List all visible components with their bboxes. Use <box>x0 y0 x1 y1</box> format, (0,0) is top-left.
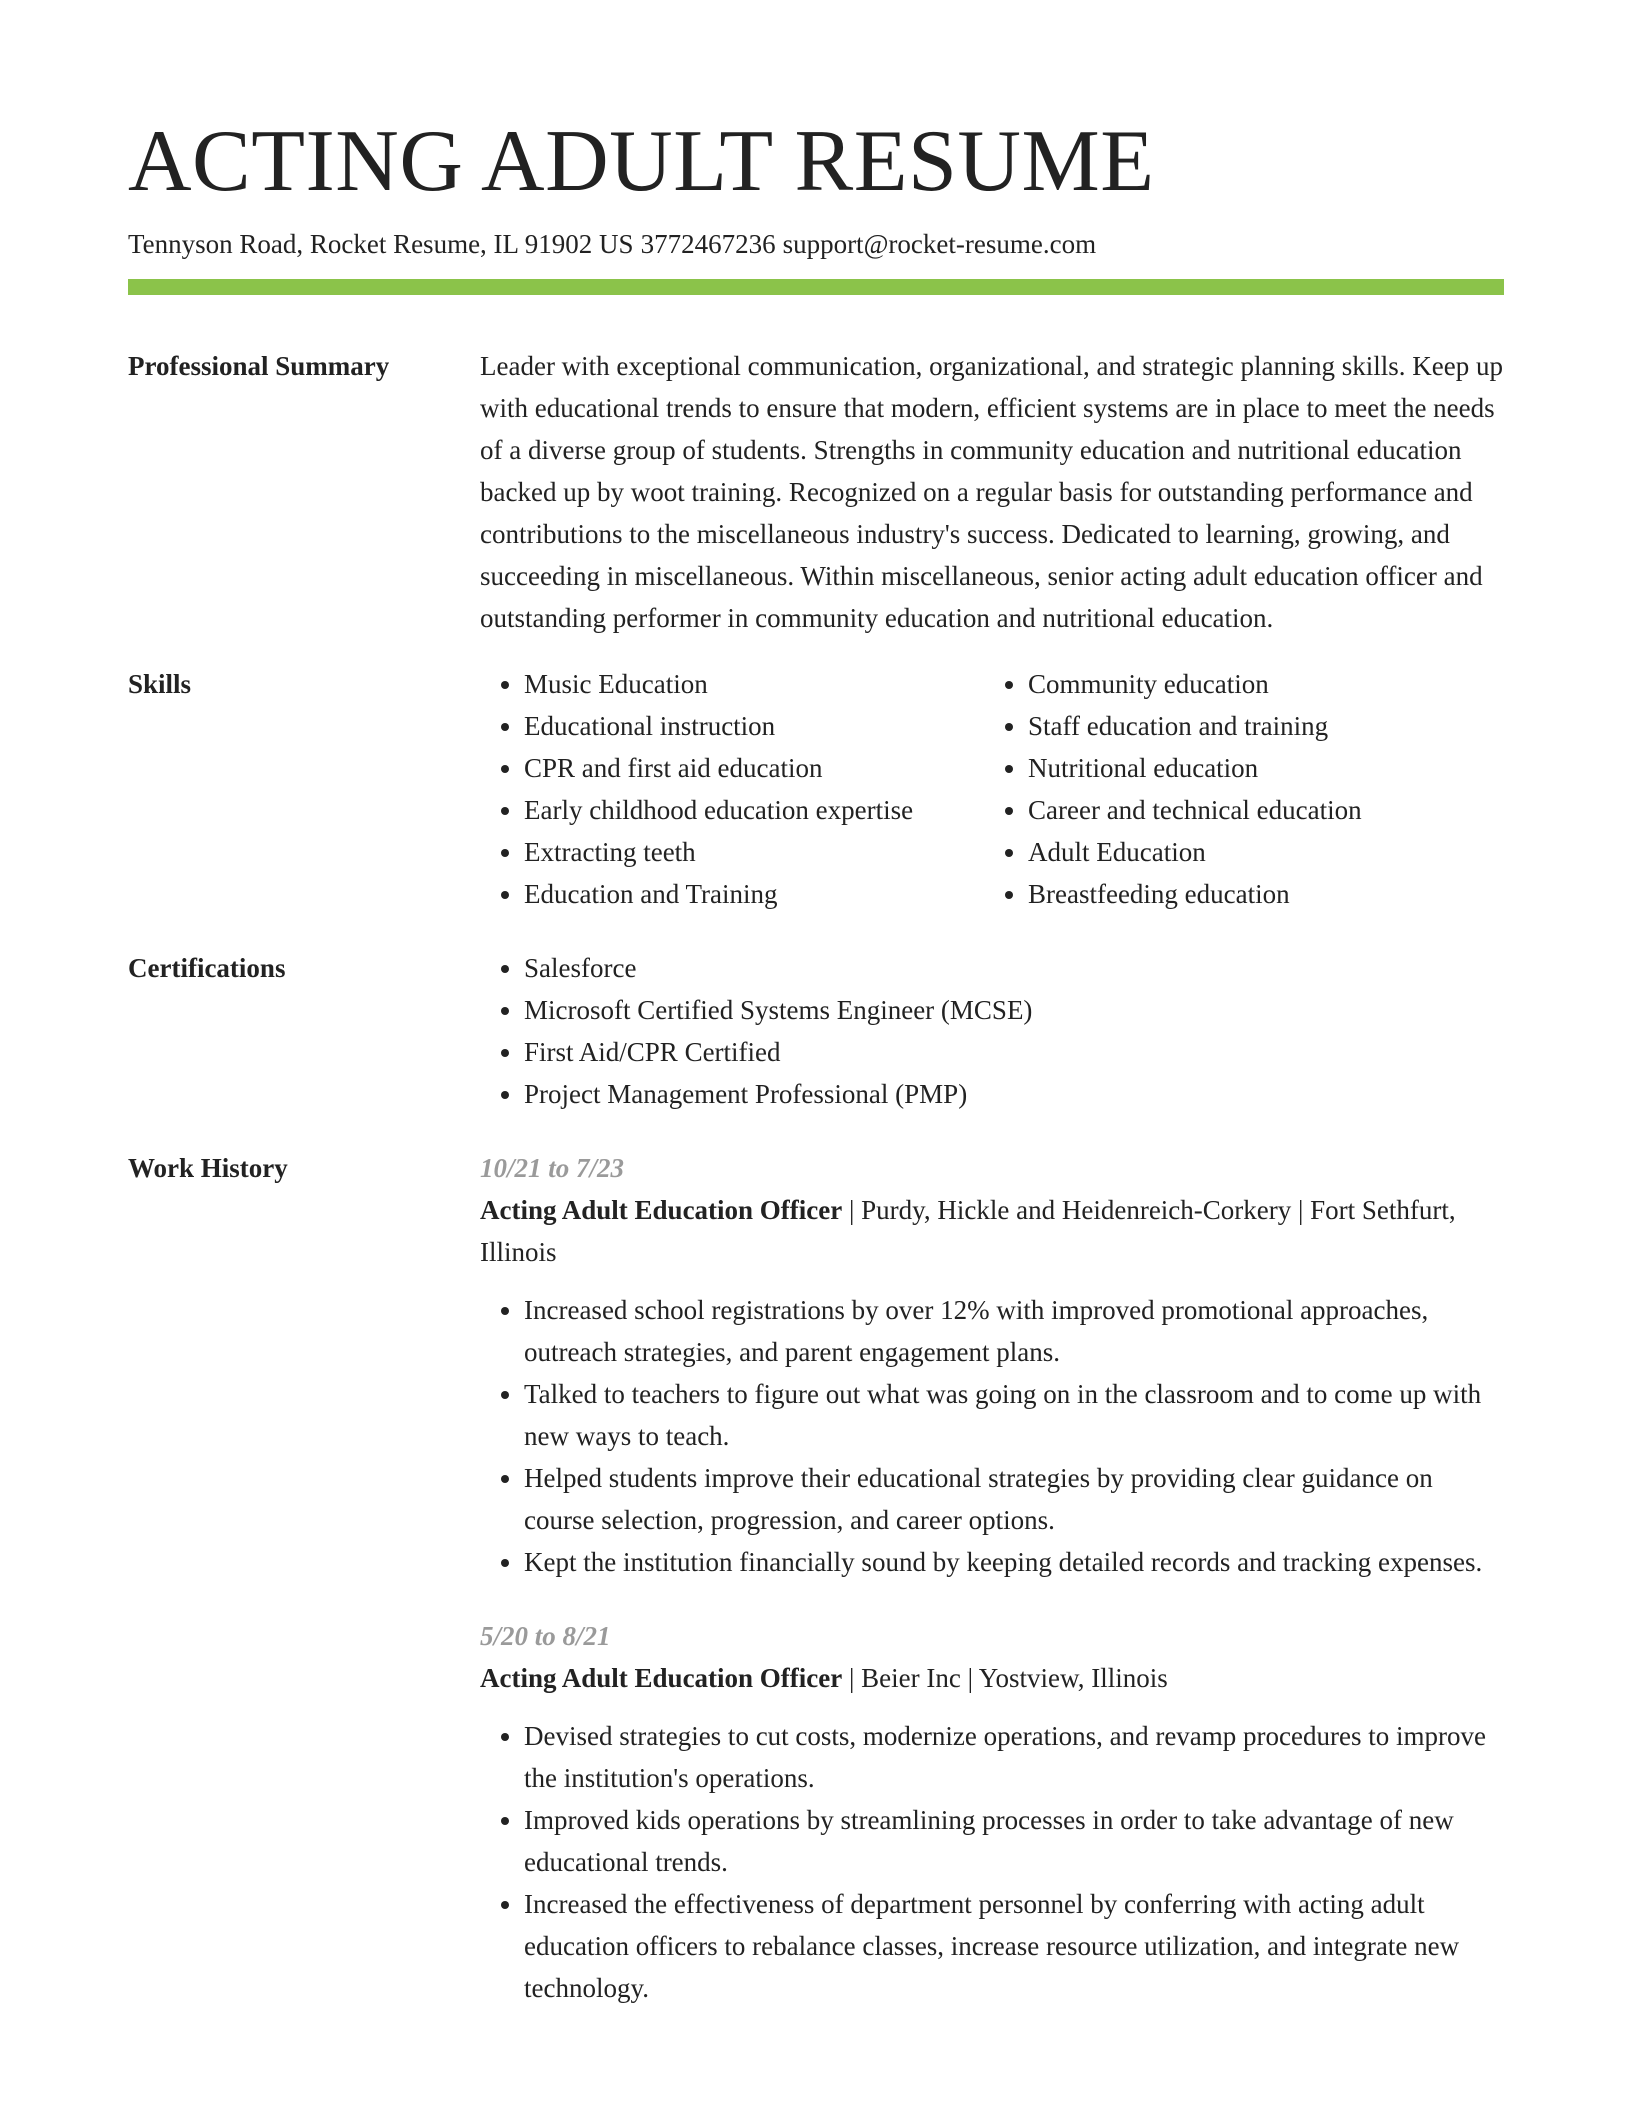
contact-line <box>128 228 1504 260</box>
certification-item: • Project Management Professional (PMP) <box>524 1073 1504 1115</box>
job-bullets <box>480 1289 1504 1583</box>
skill-item: • Breastfeeding education <box>1028 873 1504 915</box>
summary-section <box>128 345 1504 639</box>
job-heading <box>480 1189 1504 1273</box>
skill-item: • Adult Education <box>1028 831 1504 873</box>
skill-item: • Nutritional education <box>1028 747 1504 789</box>
summary-text: Leader with exceptional communication, organizational, and strategic planning skills. Keep up with educational trends to ensure that modern, efficient systems are in place to meet the needs of a diverse group of students. Strengths in community education and nutritional education backed up by woot training. Recognized on a regular basis for outstanding performance and contributions to the miscellaneous industry's success. Dedicated to learning, growing, and succeeding in miscellaneous. Within miscellaneous, senior acting adult education officer and outstanding performer in community education and nutritional education. <box>480 351 1503 634</box>
job-entry <box>480 1615 1504 2009</box>
skills-list-right <box>984 663 1504 915</box>
job-bullet: • Devised strategies to cut costs, modernize operations, and revamp procedures to improve the institution's operations. <box>524 1715 1504 1799</box>
skill-item: • Early childhood education expertise <box>524 789 984 831</box>
contact-email: support@rocket-resume.com <box>782 229 1097 259</box>
certification-item: • First Aid/CPR Certified <box>524 1031 1504 1073</box>
job-bullets <box>480 1715 1504 2009</box>
job-entry <box>480 1147 1504 1583</box>
contact-phone: 3772467236 <box>640 229 776 259</box>
skill-item: • CPR and first aid education <box>524 747 984 789</box>
skill-item: • Community education <box>1028 663 1504 705</box>
job-bullet: • Kept the institution financially sound by keeping detailed records and tracking expenses. <box>524 1541 1504 1583</box>
job-bullet: • Improved kids operations by streamlining processes in order to take advantage of new educational trends. <box>524 1799 1504 1883</box>
section-title-work-history: Work History <box>128 1153 288 1184</box>
skill-item: • Career and technical education <box>1028 789 1504 831</box>
skills-section <box>128 663 1504 915</box>
section-title-certifications: Certifications <box>128 953 286 984</box>
skill-item: • Educational instruction <box>524 705 984 747</box>
skills-list-left <box>480 663 984 915</box>
job-employer-location: | Purdy, Hickle and Heidenreich-Corkery | Fort Sethfurt, Illinois <box>480 1195 1456 1268</box>
job-bullet: • Increased the effectiveness of department personnel by conferring with acting adult education officers to rebalance classes, increase resource utilization, and integrate new technology. <box>524 1883 1504 2009</box>
job-dates: 5/20 to 8/21 <box>480 1621 611 1652</box>
work-history-section <box>128 1147 1504 2009</box>
job-title: Acting Adult Education Officer <box>480 1195 843 1226</box>
certification-item: • Microsoft Certified Systems Engineer (MCSE) <box>524 989 1504 1031</box>
certifications-list <box>480 947 1504 1115</box>
job-dates: 10/21 to 7/23 <box>480 1153 625 1184</box>
section-title-summary: Professional Summary <box>128 351 390 382</box>
resume-title: ACTING ADULT RESUME <box>128 113 1155 210</box>
job-title: Acting Adult Education Officer <box>480 1663 843 1694</box>
job-bullet: • Helped students improve their educational strategies by providing clear guidance on course selection, progression, and career options. <box>524 1457 1504 1541</box>
section-title-skills: Skills <box>128 669 192 700</box>
job-employer-location: | Beier Inc | Yostview, Illinois <box>842 1663 1168 1694</box>
certification-item: • Salesforce <box>524 947 1504 989</box>
skill-item: • Staff education and training <box>1028 705 1504 747</box>
skill-item: • Extracting teeth <box>524 831 984 873</box>
job-bullet: • Increased school registrations by over 12% with improved promotional approaches, outreach strategies, and parent engagement plans. <box>524 1289 1504 1373</box>
certifications-section <box>128 947 1504 1115</box>
header-divider <box>128 279 1504 295</box>
contact-address: Tennyson Road, Rocket Resume, IL 91902 US <box>128 229 634 259</box>
job-bullet: • Talked to teachers to figure out what was going on in the classroom and to come up with new ways to teach. <box>524 1373 1504 1457</box>
job-heading <box>480 1657 1504 1699</box>
skill-item: • Music Education <box>524 663 984 705</box>
skill-item: • Education and Training <box>524 873 984 915</box>
